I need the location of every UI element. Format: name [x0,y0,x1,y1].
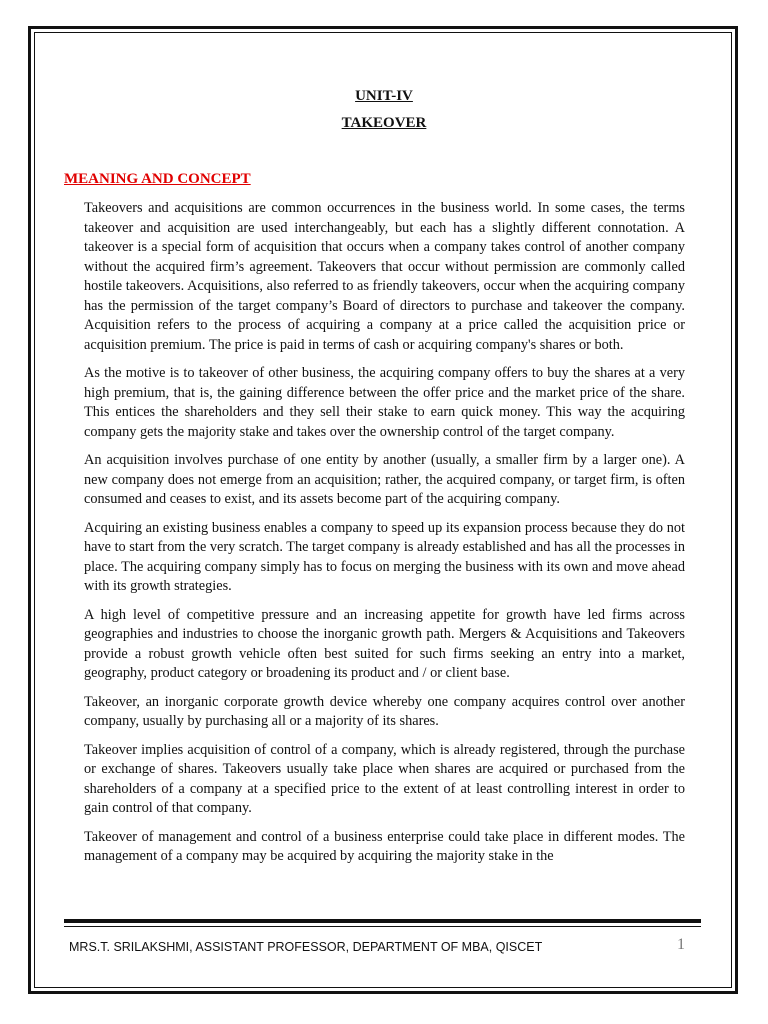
body-text [84,199,685,876]
paragraph: Takeover implies acquisition of control of a company, which is already registered, through the purchase or exchange of shares. Takeovers usually take place when shares are acquired or purchased from the shareholders of a company at a specified price to the extent of at least controlling interest in order to gain control of that company. [84,741,685,816]
paragraph: An acquisition involves purchase of one entity by another (usually, a smaller firm by a larger one). A new company does not emerge from an acquisition; rather, the acquired company, or target firm, is often consumed and ceases to exist, and its assets become part of the acquiring company. [84,452,685,507]
footer-rule-thin [64,926,701,927]
document-title: TAKEOVER [341,115,427,131]
footer-author: MRS.T. SRILAKSHMI, ASSISTANT PROFESSOR, DEPARTMENT OF MBA, QISCET [69,940,543,954]
footer-rule [64,919,701,923]
paragraph: Takeover of management and control of a business enterprise could take place in different modes. The management of a company may be acquired by acquiring the majority stake in the [84,828,685,864]
paragraph: As the motive is to takeover of other business, the acquiring company offers to buy the shares at a very high premium, that is, the gaining difference between the offer price and the market price of the share. This entices the shareholders and they sell their stake to earn quick money. This way the acquiring company gets the majority stake and takes over the ownership control of the target company. [84,365,685,440]
section-heading: MEANING AND CONCEPT [64,171,251,187]
paragraph: Takeovers and acquisitions are common occurrences in the business world. In some cases, the terms takeover and acquisition are used interchangeably, but each has a slightly different connotation. A takeover is a special form of acquisition that occurs when a company takes control of another company without the acquired firm’s agreement. Takeovers that occur without permission are commonly called hostile takeovers. Acquisitions, also referred to as friendly takeovers, occur when the acquiring company has the permission of the target company’s Board of directors to purchase and takeover the company. Acquisition refers to the process of acquiring a company at a price called the acquisition price or acquisition premium. The price is paid in terms of cash or acquiring company's shares or both. [84,200,685,353]
paragraph: Acquiring an existing business enables a company to speed up its expansion process because they do not have to start from the very scratch. The target company is already established and has all the processes in place. The acquiring company simply has to focus on merging the business with its own and move ahead with its growth strategies. [84,519,685,594]
page-number: 1 [677,936,685,953]
paragraph: A high level of competitive pressure and an increasing appetite for growth have led firms across geographies and industries to choose the inorganic growth path. Mergers & Acquisitions and Takeovers provide a robust growth vehicle often best suited for such firms seeking an entry into a market, geography, product category or broadening its product and / or client base. [84,606,685,681]
paragraph: Takeover, an inorganic corporate growth device whereby one company acquires control over another company, usually by purchasing all or a majority of its shares. [84,693,685,729]
unit-heading: UNIT-IV [355,88,413,104]
